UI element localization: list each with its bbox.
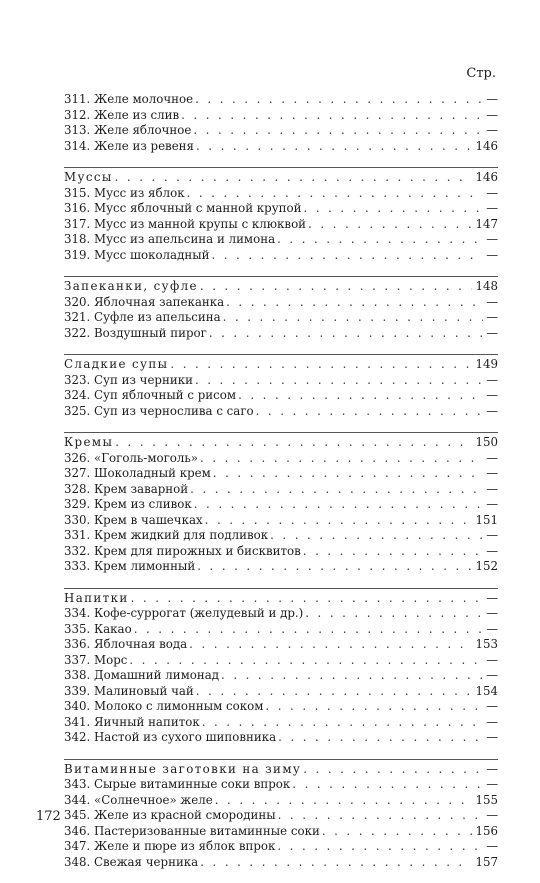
toc-entry — [64, 388, 498, 404]
section-divider — [64, 276, 498, 277]
toc-entry — [64, 295, 498, 311]
toc-entry — [64, 404, 498, 420]
section-divider — [64, 432, 498, 433]
dot-leader — [278, 808, 484, 824]
section-divider — [64, 167, 498, 168]
dot-leader — [223, 310, 484, 326]
dot-leader — [189, 637, 472, 653]
dot-leader — [187, 186, 484, 202]
dot-leader — [209, 326, 483, 342]
toc-entry — [64, 466, 498, 482]
toc-entry — [64, 451, 498, 467]
toc-entry-page: 146 — [475, 138, 498, 153]
toc-entry-label: 343. Сырые витаминные соки впрок — [64, 777, 291, 791]
toc-entry — [64, 482, 498, 498]
section-heading — [64, 170, 498, 186]
toc-entry — [64, 777, 498, 793]
dot-leader — [226, 295, 483, 311]
toc-entry — [64, 232, 498, 248]
dot-leader — [170, 357, 472, 373]
dot-leader — [256, 404, 484, 420]
toc-entry-label: 321. Суфле из апельсина — [64, 310, 221, 324]
toc-entry-label: 336. Яблочная вода — [64, 637, 188, 651]
dot-leader — [292, 777, 483, 793]
toc-entry — [64, 730, 498, 746]
toc-entry-page: — — [486, 123, 498, 137]
toc-entry-page: — — [486, 388, 498, 402]
section-heading-label: Напитки — [64, 590, 129, 605]
toc-entry-label: 318. Мусс из апельсина и лимона — [64, 232, 276, 246]
section-heading-label: Кремы — [64, 435, 114, 449]
toc-entry-label: 332. Крем для пирожных и бисквитов — [64, 543, 301, 558]
section-heading-label: Муссы — [64, 170, 113, 184]
toc-entry-page: — — [486, 403, 498, 418]
toc-entry-label: 311. Желе молочное — [64, 92, 194, 106]
toc-entry-label: 340. Молоко с лимонным соком — [64, 699, 264, 713]
toc-section — [64, 432, 498, 575]
toc-entry-page: 155 — [475, 792, 498, 807]
section-heading-page: 146 — [475, 170, 498, 184]
toc-entry — [64, 684, 498, 700]
toc-entry — [64, 373, 498, 389]
section-divider — [64, 588, 498, 589]
toc-entry-label: 315. Мусс из яблок — [64, 185, 185, 200]
toc-entry-label: 338. Домашний лимонад — [64, 668, 220, 682]
toc-entry-page: — — [486, 185, 498, 200]
toc-entry-page: — — [486, 247, 498, 262]
dot-leader — [190, 482, 483, 498]
section-heading — [64, 279, 498, 295]
page-number: 172 — [36, 809, 61, 824]
toc-entry-label: 329. Крем из сливок — [64, 497, 192, 511]
dot-leader — [205, 513, 473, 529]
toc-entry — [64, 139, 498, 155]
toc-entry — [64, 637, 498, 653]
toc-entry — [64, 108, 498, 124]
section-heading-page: 148 — [475, 279, 498, 293]
toc-entry-page: — — [486, 107, 498, 122]
toc-entry — [64, 855, 498, 871]
dot-leader — [322, 824, 473, 840]
toc-entry-label: 347. Желе и пюре из яблок впрок — [64, 839, 276, 853]
toc-entry-page: 156 — [475, 823, 498, 838]
toc-entry-page: — — [486, 372, 498, 387]
section-heading-page: 149 — [475, 357, 498, 371]
dot-leader — [195, 92, 483, 108]
toc-entry-label: 328. Крем заварной — [64, 481, 189, 496]
section-heading — [64, 762, 498, 778]
toc-entry-page: — — [486, 232, 498, 246]
section-heading-label: Сладкие супы — [64, 357, 169, 371]
toc-entry-label: 324. Суп яблочный с рисом — [64, 388, 237, 402]
toc-entry-label: 322. Воздушный пирог — [64, 325, 207, 340]
toc-section — [64, 167, 498, 263]
dot-leader — [196, 139, 472, 155]
toc-entry-page: — — [486, 294, 498, 309]
toc-entry — [64, 622, 498, 638]
toc-entry-label: 335. Какао — [64, 621, 132, 636]
section-heading — [64, 591, 498, 607]
dot-leader — [134, 622, 484, 638]
dot-leader — [213, 466, 483, 482]
toc-entry — [64, 559, 498, 575]
toc-entry-label: 334. Кофе-суррогат (желудевый и др.) — [64, 606, 304, 620]
toc-entry-page: — — [486, 714, 498, 729]
toc-entry — [64, 715, 498, 731]
toc-entry — [64, 668, 498, 684]
toc-entry-page: 153 — [475, 637, 498, 651]
toc-entry-page: — — [486, 543, 498, 558]
toc-entry-label: 346. Пастеризованные витаминные соки — [64, 823, 320, 838]
toc-entry-label: 319. Мусс шоколадный — [64, 247, 210, 262]
toc-entry-page: — — [486, 310, 498, 324]
toc-entry-page: — — [486, 92, 498, 106]
toc-section — [64, 354, 498, 419]
toc-entry-label: 312. Желе из слив — [64, 107, 180, 122]
toc-entry-label: 327. Шоколадный крем — [64, 466, 211, 480]
dot-leader — [270, 528, 483, 544]
dot-leader — [129, 653, 483, 669]
dot-leader — [304, 201, 484, 217]
toc-entry-label: 344. «Солнечное» желе — [64, 792, 213, 807]
toc-entry-page: — — [486, 528, 498, 542]
toc-entry-label: 317. Мусс из манной крупы с клюквой — [64, 216, 307, 231]
toc-entry-label: 345. Желе из красной смородины — [64, 808, 276, 822]
dot-leader — [115, 170, 473, 186]
toc-entry-page: 151 — [475, 512, 498, 527]
section-heading — [64, 435, 498, 451]
toc-entry-page: — — [486, 839, 498, 853]
toc-section — [64, 759, 498, 871]
toc-entry-page: — — [486, 699, 498, 713]
toc-entry — [64, 217, 498, 233]
dot-leader — [211, 248, 483, 264]
toc-entry-label: 337. Морс — [64, 652, 128, 667]
toc-entry — [64, 793, 498, 809]
section-heading — [64, 357, 498, 373]
toc-entry-label: 313. Желе яблочное — [64, 123, 192, 137]
dot-leader — [197, 559, 472, 575]
toc-entry-page: — — [486, 808, 498, 822]
toc-entry — [64, 606, 498, 622]
page-header-column-label: Стр. — [466, 66, 496, 81]
toc-entry-label: 320. Яблочная запеканка — [64, 294, 225, 309]
dot-leader — [305, 606, 483, 622]
dot-leader — [221, 668, 483, 684]
dot-leader — [131, 591, 484, 607]
toc-entry-page: — — [486, 777, 498, 791]
toc-entry — [64, 497, 498, 513]
section-heading-label: Запеканки, суфле — [64, 279, 198, 293]
toc-entry-label: 339. Малиновый чай — [64, 683, 194, 698]
dot-leader — [238, 388, 483, 404]
toc-entry — [64, 824, 498, 840]
dot-leader — [303, 762, 483, 778]
toc-entry-page: — — [486, 606, 498, 620]
toc-entry — [64, 699, 498, 715]
dot-leader — [200, 855, 472, 871]
toc-entry-page: 147 — [475, 216, 498, 231]
toc-entry-page: — — [486, 201, 498, 215]
toc-section — [64, 588, 498, 746]
toc-entry-page: — — [486, 450, 498, 465]
toc-entry — [64, 528, 498, 544]
toc-entry-label: 314. Желе из ревеня — [64, 138, 194, 153]
toc-entry-label: 348. Свежая черника — [64, 854, 199, 869]
dot-leader — [215, 793, 473, 809]
toc-entry-page: — — [486, 652, 498, 667]
toc-entry — [64, 248, 498, 264]
toc-entry-page: — — [486, 325, 498, 340]
toc-section — [64, 92, 498, 154]
toc-entry — [64, 839, 498, 855]
toc-entry — [64, 544, 498, 560]
dot-leader — [277, 232, 483, 248]
dot-leader — [194, 497, 483, 513]
toc-entry — [64, 201, 498, 217]
toc-entry-label: 341. Яичный напиток — [64, 714, 200, 729]
toc-entry — [64, 310, 498, 326]
section-divider — [64, 759, 498, 760]
dot-leader — [202, 715, 484, 731]
toc-entry-label: 316. Мусс яблочный с манной крупой — [64, 201, 302, 215]
dot-leader — [277, 839, 483, 855]
dot-leader — [193, 123, 483, 139]
dot-leader — [196, 684, 473, 700]
toc-entry-page: 152 — [475, 559, 498, 573]
dot-leader — [195, 373, 483, 389]
dot-leader — [115, 435, 472, 451]
dot-leader — [278, 730, 483, 746]
toc-entry — [64, 808, 498, 824]
toc-entry — [64, 513, 498, 529]
toc-section — [64, 276, 498, 341]
toc-entry-label: 331. Крем жидкий для подливок — [64, 528, 269, 542]
toc-entry-label: 323. Суп из черники — [64, 372, 193, 387]
toc-entry-page: — — [486, 497, 498, 511]
toc-entry-label: 342. Настой из сухого шиповника — [64, 730, 277, 744]
toc-entry — [64, 186, 498, 202]
dot-leader — [181, 108, 483, 124]
toc-entry — [64, 123, 498, 139]
section-heading-page: — — [486, 590, 498, 605]
toc-entry-page: 154 — [475, 683, 498, 698]
toc-entry — [64, 653, 498, 669]
toc-entry-page: — — [486, 481, 498, 496]
section-heading-page: — — [486, 761, 498, 776]
toc-entry-label: 330. Крем в чашечках — [64, 512, 203, 527]
section-heading-page: 150 — [475, 435, 498, 449]
toc-entry-label: 333. Крем лимонный — [64, 559, 196, 573]
toc-entry-page: 157 — [475, 854, 498, 869]
toc-entry-page: — — [486, 621, 498, 636]
dot-leader — [200, 451, 483, 467]
section-divider — [64, 354, 498, 355]
table-of-contents — [64, 92, 498, 883]
toc-entry — [64, 326, 498, 342]
toc-entry-label: 326. «Гоголь-моголь» — [64, 450, 199, 465]
toc-entry — [64, 92, 498, 108]
dot-leader — [303, 544, 483, 560]
toc-entry-page: — — [486, 730, 498, 744]
section-heading-label: Витаминные заготовки на зиму — [64, 761, 302, 776]
toc-entry-label: 325. Суп из чернослива с саго — [64, 403, 254, 418]
toc-entry-page: — — [486, 466, 498, 480]
toc-entry-page: — — [486, 668, 498, 682]
dot-leader — [265, 699, 483, 715]
dot-leader — [308, 217, 472, 233]
dot-leader — [200, 279, 473, 295]
